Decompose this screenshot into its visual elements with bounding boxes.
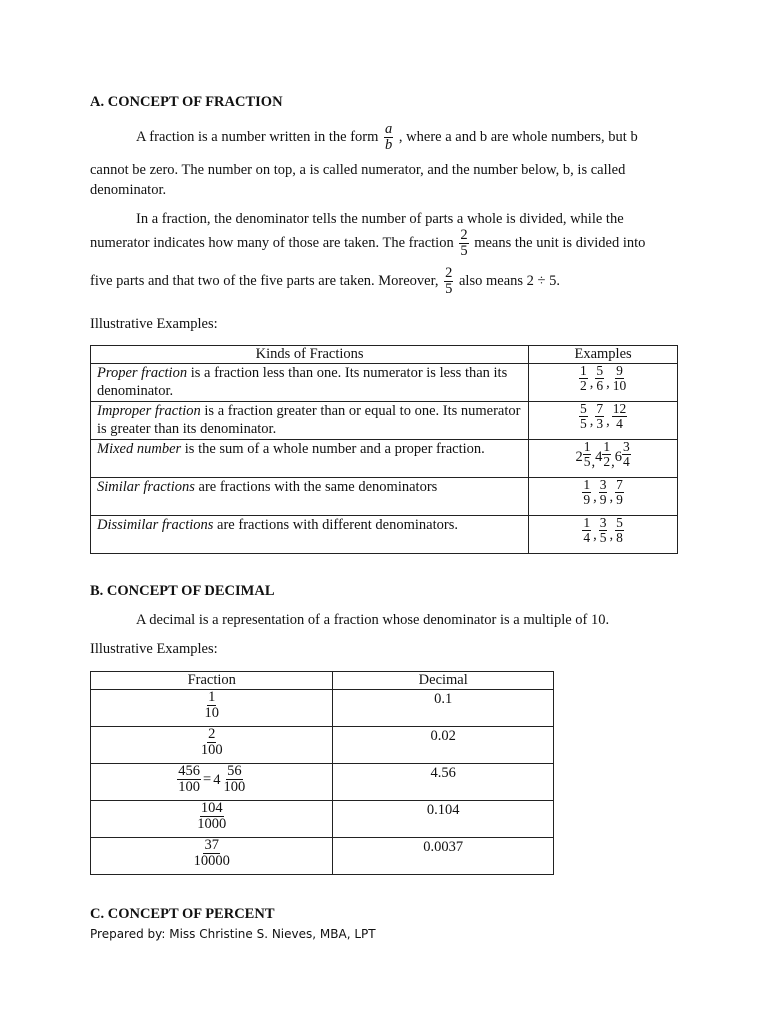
table-row [91,440,678,478]
fraction-kind-definition: are fractions with different denominators. [213,517,458,533]
fraction-2-over-5 [444,266,453,297]
fraction-numerator: 1 [583,477,591,492]
separator-comma: , [593,489,597,506]
fraction-denominator: 9 [599,492,607,508]
fraction-kind-definition: is the sum of a whole number and a proper fraction. [181,441,485,457]
section-b-paragraph: A decimal is a representation of a fraction whose denominator is a multiple of 10. [136,612,610,628]
fraction-numerator: 37 [204,837,219,853]
fraction-numerator: 1 [583,439,591,454]
fraction-cell [91,801,333,838]
fraction-denominator: 5 [599,530,607,546]
section-a-p1-line2: cannot be zero. The number on top, a is called numerator, and the number below, b, is called [90,162,626,178]
mixed-number [595,440,611,469]
p1-end-text: , where a and b are whole numbers, but b [398,129,638,146]
fraction-kind-term: Dissimilar fractions [97,517,214,533]
fraction [602,440,611,469]
header-fraction: Fraction [91,672,333,690]
fraction-denominator: 100 [223,779,246,796]
fraction-numerator: 1 [208,689,216,705]
p2-line3-start-text: five parts and that two of the five parts are taken. Moreover, [90,273,439,290]
p2-line2-start-text: numerator indicates how many of those are taken. The fraction [90,235,454,252]
separator-comma: , [609,489,614,506]
fraction-denominator: 10000 [193,853,230,870]
fraction [583,440,592,469]
fraction-denominator: 5 [583,454,591,470]
mixed-whole: 4 [595,449,603,466]
fraction-numerator: 2 [208,726,216,742]
decimal-cell: 0.02 [333,727,554,764]
table-row [91,690,554,727]
fraction-kind-term: Mixed number [97,441,182,457]
fraction [595,402,604,431]
p1-start-text: A fraction is a number written in the form [136,129,379,146]
fraction-numerator: 9 [616,363,623,378]
fraction-numerator: 5 [596,363,604,378]
footer-prepared-by: Prepared by: Miss Christine S. Nieves, MBA, LPT [90,927,376,941]
section-a-heading: A. CONCEPT OF FRACTION [90,94,283,110]
fraction-denominator: 10 [612,378,627,394]
fraction-numerator: 456 [178,763,200,779]
fraction-cell [91,838,333,875]
fraction-denominator: 1000 [197,816,227,833]
fraction-denominator: 5 [445,281,453,298]
fraction-kind-description [91,364,529,402]
separator-comma: , [591,454,596,471]
fraction-numerator: 3 [622,439,630,454]
fraction-denominator: 5 [460,243,468,260]
table-row [91,402,678,440]
section-a-p1-line1 [136,122,638,153]
kinds-of-fractions-table [90,345,678,554]
fraction-denominator: 4 [616,416,623,432]
fraction-2-over-5 [459,228,468,259]
fraction-denominator: 100 [178,779,200,796]
separator-comma: , [589,375,594,392]
fraction-examples [529,478,678,516]
section-a-examples-label: Illustrative Examples: [90,316,218,332]
section-a-p2-line1: In a fraction, the denominator tells the number of parts a whole is divided, while the [136,211,624,227]
fraction-examples [529,402,678,440]
mixed-whole: 4 [213,771,221,788]
table-row [91,727,554,764]
fraction [222,764,246,795]
fraction-denominator: 10 [204,705,219,722]
fraction-kind-term: Proper fraction [97,365,188,381]
fraction-examples [529,440,678,478]
fraction-numerator: 7 [596,401,604,416]
fraction-denominator: 4 [583,530,591,546]
fraction [595,364,604,393]
fraction [612,402,628,431]
fraction-numerator: 12 [612,401,627,416]
fraction-a-over-b [384,122,393,153]
equals-sign: = [203,771,212,788]
fraction-numerator: 3 [599,477,607,492]
fraction-cell [91,690,333,727]
mixed-whole: 2 [575,449,583,466]
mixed-whole: 6 [614,449,622,466]
fraction [579,364,588,393]
fraction-denominator: 4 [622,454,630,470]
decimal-cell: 0.0037 [333,838,554,875]
fraction-numerator: 7 [616,477,623,492]
p2-line2-end-text: means the unit is divided into [474,235,646,252]
header-examples: Examples [529,346,678,364]
decimal-cell: 4.56 [333,764,554,801]
table-row [91,478,678,516]
fraction-denominator: 3 [596,416,604,432]
separator-comma: , [589,413,594,430]
table-row [91,364,678,402]
separator-comma: , [611,454,615,471]
p2-line3-end-text: also means 2 ÷ 5. [459,273,560,290]
fraction [582,478,591,507]
separator-comma: , [593,527,597,544]
fraction [193,838,231,869]
fraction-numerator: 2 [460,227,468,243]
fraction-denominator: 2 [579,378,587,394]
fraction-cell [91,727,333,764]
fraction-denominator: 6 [596,378,604,394]
fraction-numerator: 3 [599,515,607,530]
table-row [91,838,554,875]
fraction [599,478,608,507]
section-b-heading: B. CONCEPT OF DECIMAL [90,583,275,599]
fraction-denominator: 100 [200,742,223,759]
section-a-p2-line3 [90,266,560,297]
separator-comma: , [606,413,610,430]
fraction-numerator: a [385,121,393,137]
fraction-kind-description [91,440,529,478]
fraction [203,690,220,721]
fraction-numerator: 5 [579,401,587,416]
fraction [177,764,201,795]
decimal-cell: 0.104 [333,801,554,838]
fraction-kind-description [91,402,529,440]
table-row [91,516,678,554]
fraction [612,364,628,393]
fraction [582,516,591,545]
fraction-decimal-table [90,671,554,875]
fraction-kind-definition: are fractions with the same denominators [194,479,438,495]
fraction-numerator: 1 [579,363,587,378]
separator-comma: , [606,375,610,392]
fraction [200,727,224,758]
fraction [615,516,624,545]
fraction-numerator: 1 [583,515,591,530]
fraction-denominator: 9 [583,492,591,508]
table-header-row [91,346,678,364]
mixed-number [615,440,631,469]
fraction-examples [529,364,678,402]
fraction-kind-term: Similar fractions [97,479,195,495]
section-c-heading: C. CONCEPT OF PERCENT [90,906,275,922]
fraction-kind-description [91,516,529,554]
fraction-numerator: 104 [200,800,223,816]
fraction-numerator: 1 [603,439,611,454]
fraction-denominator: 2 [603,454,611,470]
fraction-numerator: 56 [227,763,242,779]
table-row [91,801,554,838]
section-a-p1-line3: denominator. [90,182,167,198]
fraction-numerator: 5 [616,515,623,530]
decimal-cell: 0.1 [333,690,554,727]
fraction-cell [91,764,333,801]
fraction-kind-definition: is a fraction less than one. Its numerator is less than its denominator. [97,365,508,399]
separator-comma: , [609,527,614,544]
fraction-kind-term: Improper fraction [97,403,201,419]
fraction-denominator: 8 [616,530,623,546]
fraction-examples [529,516,678,554]
fraction [615,478,624,507]
fraction-denominator: b [385,137,393,154]
section-b-examples-label: Illustrative Examples: [90,641,218,657]
fraction [579,402,588,431]
fraction [599,516,608,545]
fraction [196,801,227,832]
fraction [622,440,631,469]
fraction-kind-description [91,478,529,516]
fraction-numerator: 2 [445,265,453,281]
fraction-kind-definition: is a fraction greater than or equal to one. Its numerator is greater than its denominator. [97,403,521,437]
table-row [91,764,554,801]
header-decimal: Decimal [333,672,554,690]
table-header-row [91,672,554,690]
header-kinds: Kinds of Fractions [91,346,529,364]
mixed-number [575,440,591,469]
fraction-denominator: 5 [579,416,587,432]
section-a-p2-line2 [90,228,645,259]
fraction-denominator: 9 [616,492,623,508]
